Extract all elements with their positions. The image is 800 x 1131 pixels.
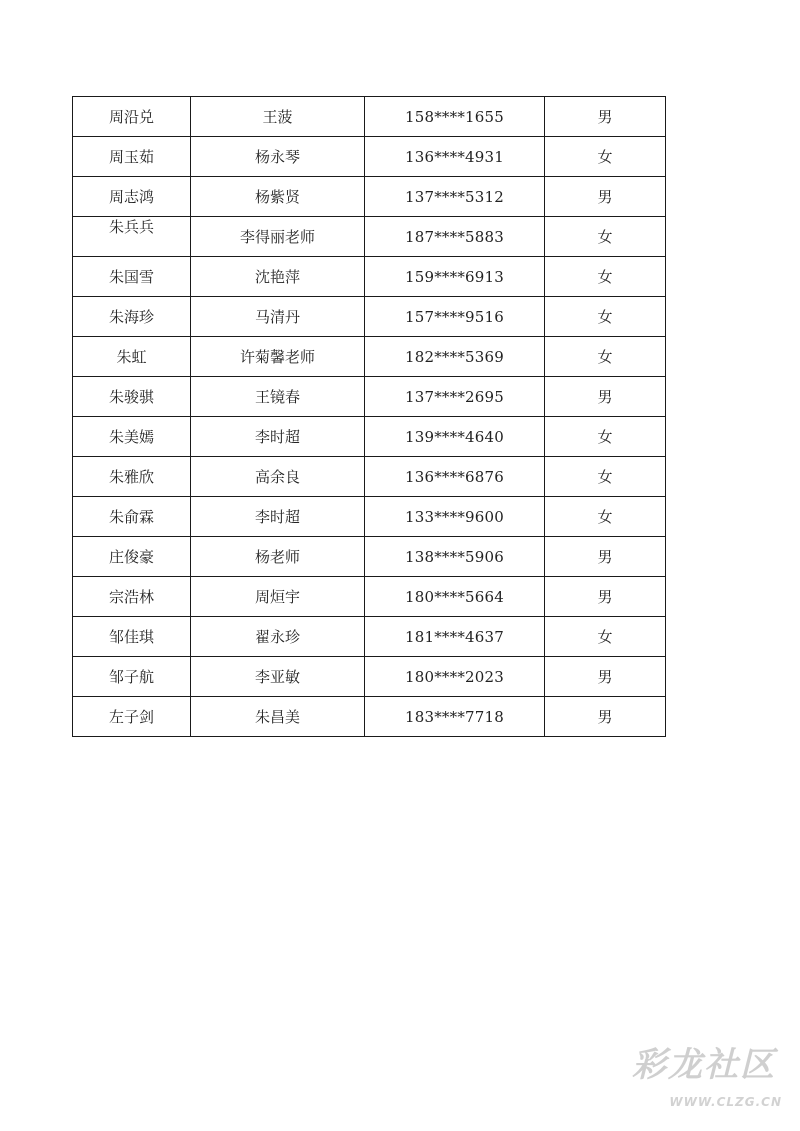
table-row <box>73 657 666 697</box>
gender-cell: 男 <box>545 537 666 577</box>
student-name-cell: 邹子航 <box>73 657 191 697</box>
contact-name-cell: 高余良 <box>191 457 365 497</box>
table-row <box>73 457 666 497</box>
phone-cell: 159****6913 <box>365 257 545 297</box>
site-watermark <box>622 1031 782 1111</box>
phone-cell: 158****1655 <box>365 97 545 137</box>
table-row <box>73 537 666 577</box>
contact-name-cell: 许菊馨老师 <box>191 337 365 377</box>
gender-cell: 男 <box>545 377 666 417</box>
watermark-brand-text: 彩龙社区 <box>632 1045 776 1085</box>
table-row <box>73 617 666 657</box>
contact-name-cell: 李亚敏 <box>191 657 365 697</box>
table-row <box>73 697 666 737</box>
student-name-cell: 朱国雪 <box>73 257 191 297</box>
phone-cell: 181****4637 <box>365 617 545 657</box>
table-row <box>73 577 666 617</box>
gender-cell: 女 <box>545 217 666 257</box>
student-name-cell: 庄俊豪 <box>73 537 191 577</box>
student-name-cell: 左子剑 <box>73 697 191 737</box>
contact-name-cell: 李时超 <box>191 417 365 457</box>
phone-cell: 180****2023 <box>365 657 545 697</box>
gender-cell: 女 <box>545 257 666 297</box>
contact-name-cell: 翟永珍 <box>191 617 365 657</box>
phone-cell: 182****5369 <box>365 337 545 377</box>
gender-cell: 女 <box>545 457 666 497</box>
gender-cell: 女 <box>545 617 666 657</box>
gender-cell: 男 <box>545 577 666 617</box>
roster-table <box>72 96 666 737</box>
phone-cell: 157****9516 <box>365 297 545 337</box>
student-name-cell: 朱雅欣 <box>73 457 191 497</box>
phone-cell: 138****5906 <box>365 537 545 577</box>
phone-cell: 133****9600 <box>365 497 545 537</box>
table-row <box>73 137 666 177</box>
contact-name-cell: 杨紫贤 <box>191 177 365 217</box>
student-name-cell: 周志鸿 <box>73 177 191 217</box>
table-row <box>73 417 666 457</box>
phone-cell: 139****4640 <box>365 417 545 457</box>
student-name-cell: 朱海珍 <box>73 297 191 337</box>
phone-cell: 183****7718 <box>365 697 545 737</box>
contact-name-cell: 沈艳萍 <box>191 257 365 297</box>
gender-cell: 男 <box>545 177 666 217</box>
watermark-url-text: WWW.CLZG.CN <box>669 1095 782 1109</box>
student-name-cell: 朱俞霖 <box>73 497 191 537</box>
contact-name-cell: 朱昌美 <box>191 697 365 737</box>
student-name-cell: 朱虹 <box>73 337 191 377</box>
student-name-cell: 朱美嫣 <box>73 417 191 457</box>
roster-table-body <box>73 97 666 737</box>
table-row <box>73 97 666 137</box>
phone-cell: 137****5312 <box>365 177 545 217</box>
table-row <box>73 337 666 377</box>
gender-cell: 女 <box>545 137 666 177</box>
table-row <box>73 217 666 257</box>
gender-cell: 女 <box>545 497 666 537</box>
contact-name-cell: 杨永琴 <box>191 137 365 177</box>
contact-name-cell: 李得丽老师 <box>191 217 365 257</box>
gender-cell: 女 <box>545 337 666 377</box>
table-row <box>73 177 666 217</box>
gender-cell: 女 <box>545 297 666 337</box>
phone-cell: 137****2695 <box>365 377 545 417</box>
student-name-cell: 周沿兑 <box>73 97 191 137</box>
gender-cell: 男 <box>545 697 666 737</box>
table-row <box>73 497 666 537</box>
contact-name-cell: 王镜春 <box>191 377 365 417</box>
student-name-cell: 邹佳琪 <box>73 617 191 657</box>
student-name-cell: 朱骏骐 <box>73 377 191 417</box>
student-name-cell: 周玉茹 <box>73 137 191 177</box>
contact-name-cell: 杨老师 <box>191 537 365 577</box>
student-name-cell: 朱兵兵 <box>73 217 191 257</box>
table-row <box>73 297 666 337</box>
phone-cell: 187****5883 <box>365 217 545 257</box>
phone-cell: 180****5664 <box>365 577 545 617</box>
contact-name-cell: 马清丹 <box>191 297 365 337</box>
gender-cell: 男 <box>545 97 666 137</box>
gender-cell: 女 <box>545 417 666 457</box>
gender-cell: 男 <box>545 657 666 697</box>
table-row <box>73 257 666 297</box>
phone-cell: 136****6876 <box>365 457 545 497</box>
contact-name-cell: 李时超 <box>191 497 365 537</box>
contact-name-cell: 周烜宇 <box>191 577 365 617</box>
contact-name-cell: 王菠 <box>191 97 365 137</box>
student-name-cell: 宗浩林 <box>73 577 191 617</box>
table-row <box>73 377 666 417</box>
phone-cell: 136****4931 <box>365 137 545 177</box>
